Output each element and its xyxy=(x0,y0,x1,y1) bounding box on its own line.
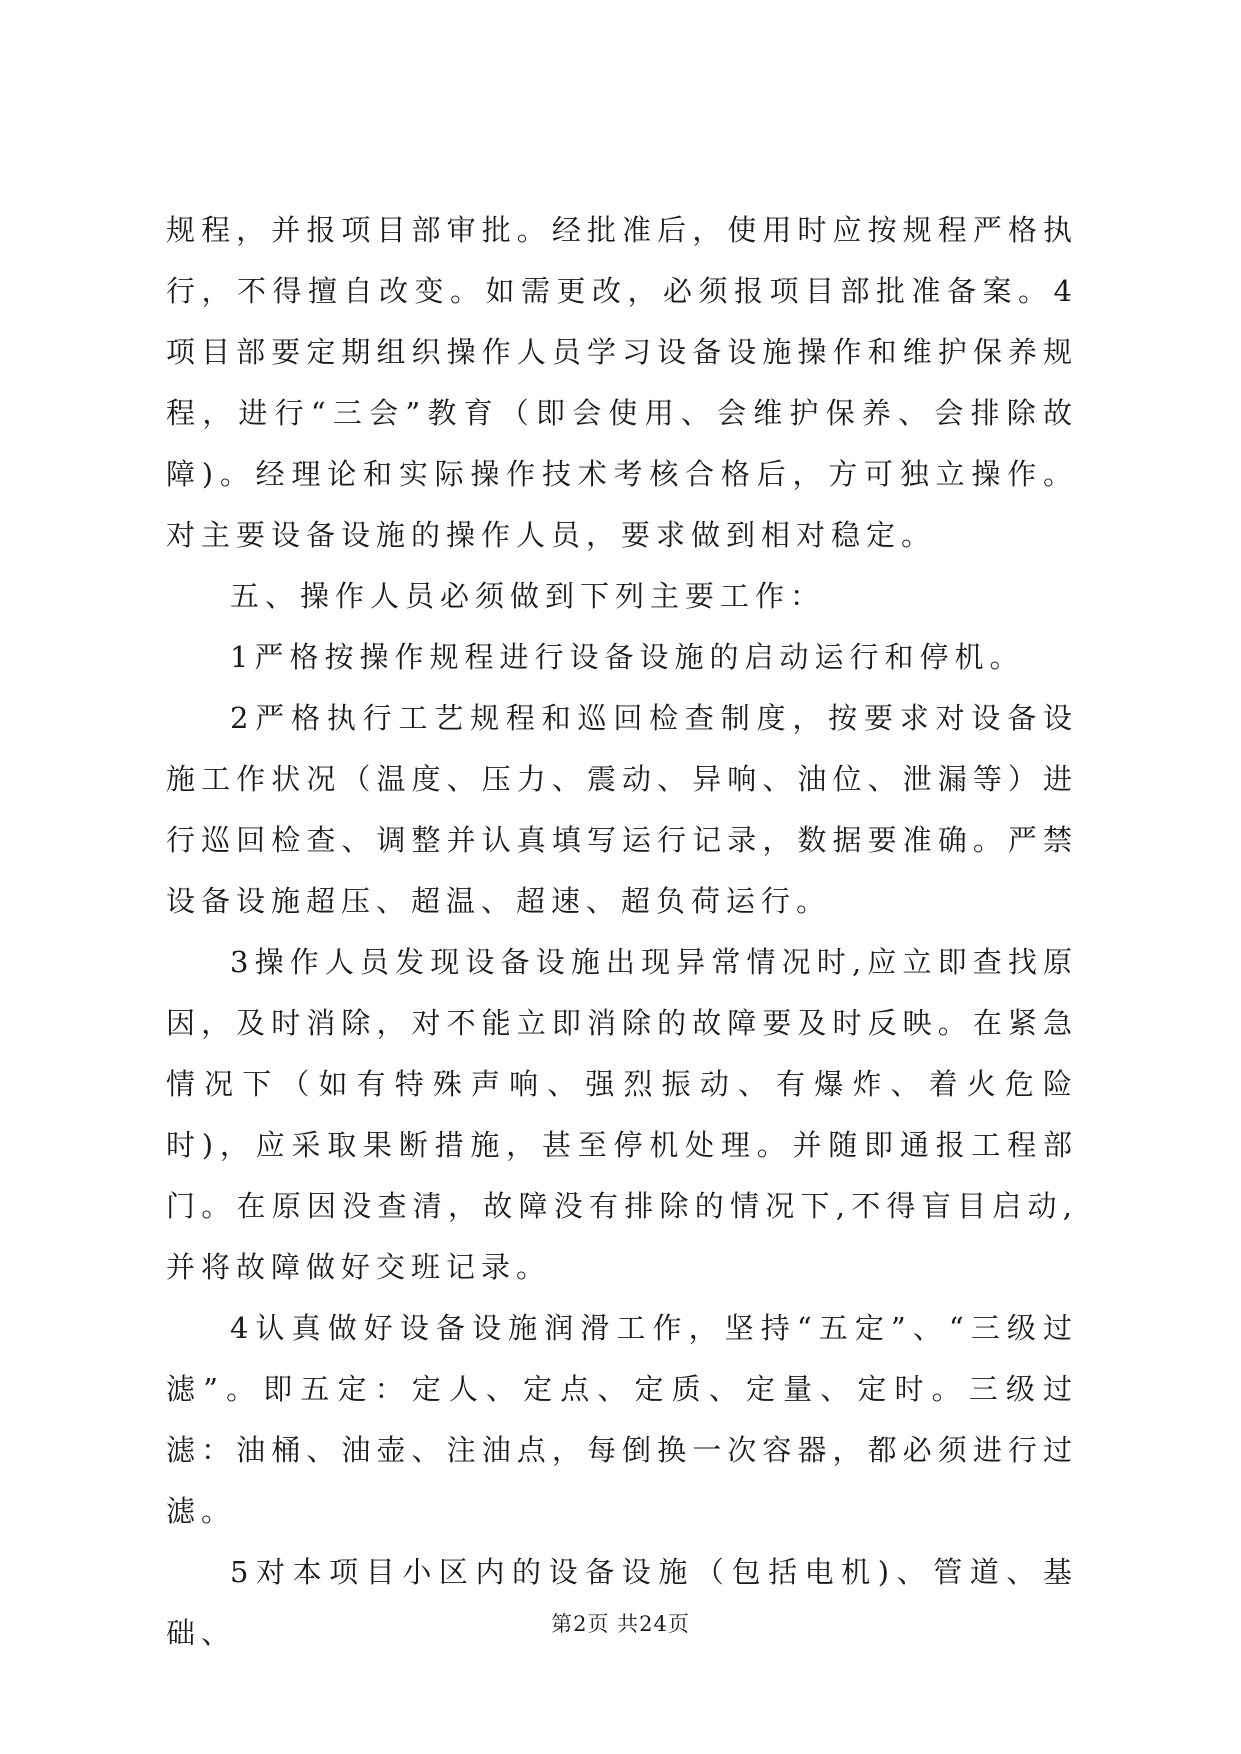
list-item-4: 4认真做好设备设施润滑工作，坚持“五定”、“三级过滤”。即五定：定人、定点、定质、定量、定时。三级过滤：油桶、油壶、注油点，每倒换一次容器，都必须进行过滤。 xyxy=(166,1311,1078,1528)
page-number-footer: 第2页 共24页 xyxy=(551,1612,690,1636)
list-item-2: 2严格执行工艺规程和巡回检查制度，按要求对设备设施工作状况（温度、压力、震动、异响、油位、泄漏等）进行巡回检查、调整并认真填写运行记录，数据要准确。严禁设备设施超压、超温、超速、超负荷运行。 xyxy=(166,701,1078,918)
paragraph-continuation: 规程，并报项目部审批。经批准后，使用时应按规程严格执行，不得擅自改变。如需更改，必须报项目部批准备案。4项目部要定期组织操作人员学习设备设施操作和维护保养规程，进行“三会”教育（即会使用、会维护保养、会排除故障)。经理论和实际操作技术考核合格后，方可独立操作。对主要设备设施的操作人员，要求做到相对稳定。 xyxy=(166,213,1078,552)
list-item-1: 1严格按操作规程进行设备设施的启动运行和停机。 xyxy=(230,640,1025,674)
document-body xyxy=(166,200,1078,1664)
section-heading-five: 五、操作人员必须做到下列主要工作： xyxy=(230,579,826,613)
list-item-3: 3操作人员发现设备设施出现异常情况时,应立即查找原因，及时消除，对不能立即消除的故障要及时反映。在紧急情况下（如有特殊声响、强烈振动、有爆炸、着火危险时)，应采取果断措施，甚至停机处理。并随即通报工程部门。在原因没查清，故障没有排除的情况下,不得盲目启动,并将故障做好交班记录。 xyxy=(166,945,1078,1284)
list-item-5: 5对本项目小区内的设备设施（包括电机)、管道、基础、 xyxy=(166,1555,1078,1650)
